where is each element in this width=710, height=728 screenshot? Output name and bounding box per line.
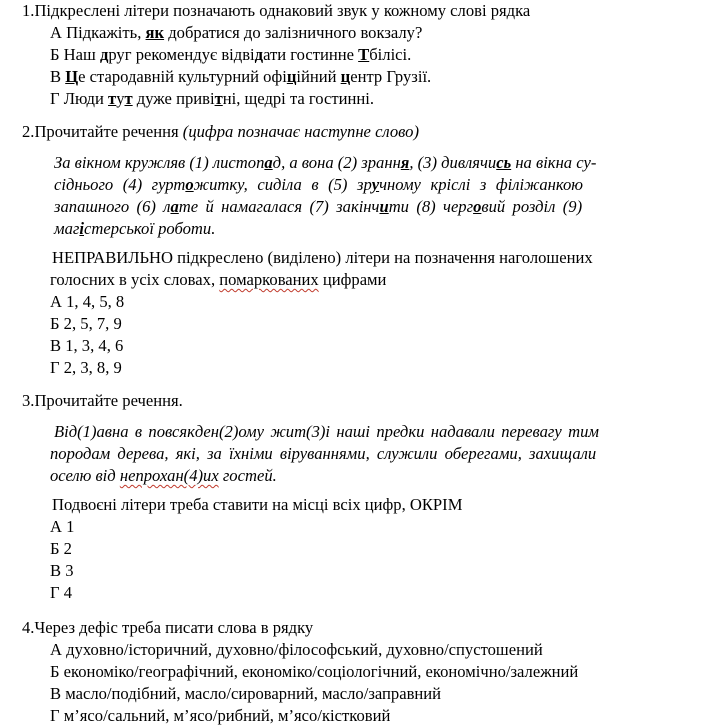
q2-title: 2.Прочитайте речення (цифра позначає наступне слово) — [22, 122, 419, 141]
q4-option-c: В масло/подібний, масло/сироварний, масло/заправний — [50, 684, 442, 703]
q3-option-b: Б 2 — [50, 539, 72, 558]
q4-title: 4.Через дефіс треба писати слова в рядку — [22, 618, 314, 637]
q1-option-c: В Це стародавній культурний офіційний центр Грузії. — [50, 67, 432, 86]
q1-option-a: А Підкажіть, як добратися до залізничного вокзалу? — [50, 23, 423, 42]
q2-sentence-line-4: магістерської роботи. — [54, 219, 216, 238]
q1-title: 1.Підкреслені літери позначають однаковий звук у кожному слові рядка — [22, 1, 531, 20]
q3-instruction: Подвоєні літери треба ставити на місці всіх цифр, ОКРІМ — [52, 495, 463, 514]
q2-option-c: В 1, 3, 4, 6 — [50, 336, 124, 355]
q2-option-d: Г 2, 3, 8, 9 — [50, 358, 122, 377]
q2-sentence-line-1: За вікном кружляв (1) листопад, а вона (2) зрання, (3) дивлячись на вікна су- — [54, 153, 597, 172]
q2-instruction-line-1: НЕПРАВИЛЬНО підкреслено (виділено) літери на позначення наголошених — [52, 248, 593, 267]
q2-option-a: А 1, 4, 5, 8 — [50, 292, 125, 311]
q1-option-b: Б Наш друг рекомендує відвідати гостинне Тбілісі. — [50, 45, 412, 64]
q1-option-d: Г Люди тут дуже привітні, щедрі та гостинні. — [50, 89, 375, 108]
q2-sentence-line-2: сіднього (4) гуртожитку, сиділа в (5) зручному кріслі з філіжанкою — [54, 175, 584, 194]
q4-option-d: Г м’ясо/сальний, м’ясо/рибний, м’ясо/кістковий — [50, 706, 391, 725]
q2-instruction-line-2: голосних в усіх словах, помаркованих цифрами — [50, 270, 387, 289]
q3-option-c: В 3 — [50, 561, 74, 580]
q4-option-a: А духовно/історичний, духовно/філософський, духовно/спустошений — [50, 640, 543, 659]
q4-option-b: Б економіко/географічний, економіко/соціологічний, економічно/залежний — [50, 662, 579, 681]
q3-option-a: А 1 — [50, 517, 75, 536]
q2-option-b: Б 2, 5, 7, 9 — [50, 314, 122, 333]
q3-sentence-line-1: Від(1)авна в повсякден(2)ому жит(3)і наші предки надавали перевагу тим — [54, 422, 599, 441]
q2-sentence-line-3: запашного (6) лате й намагалася (7) закінчити (8) черговий розділ (9) — [54, 197, 583, 216]
q3-title: 3.Прочитайте речення. — [22, 391, 183, 410]
q3-sentence-line-3: оселю від непрохан(4)их гостей. — [50, 466, 277, 485]
q3-sentence-line-2: породам дерева, які, за їхніми віруваннями, служили оберегами, захищали — [50, 444, 597, 463]
q3-option-d: Г 4 — [50, 583, 73, 602]
